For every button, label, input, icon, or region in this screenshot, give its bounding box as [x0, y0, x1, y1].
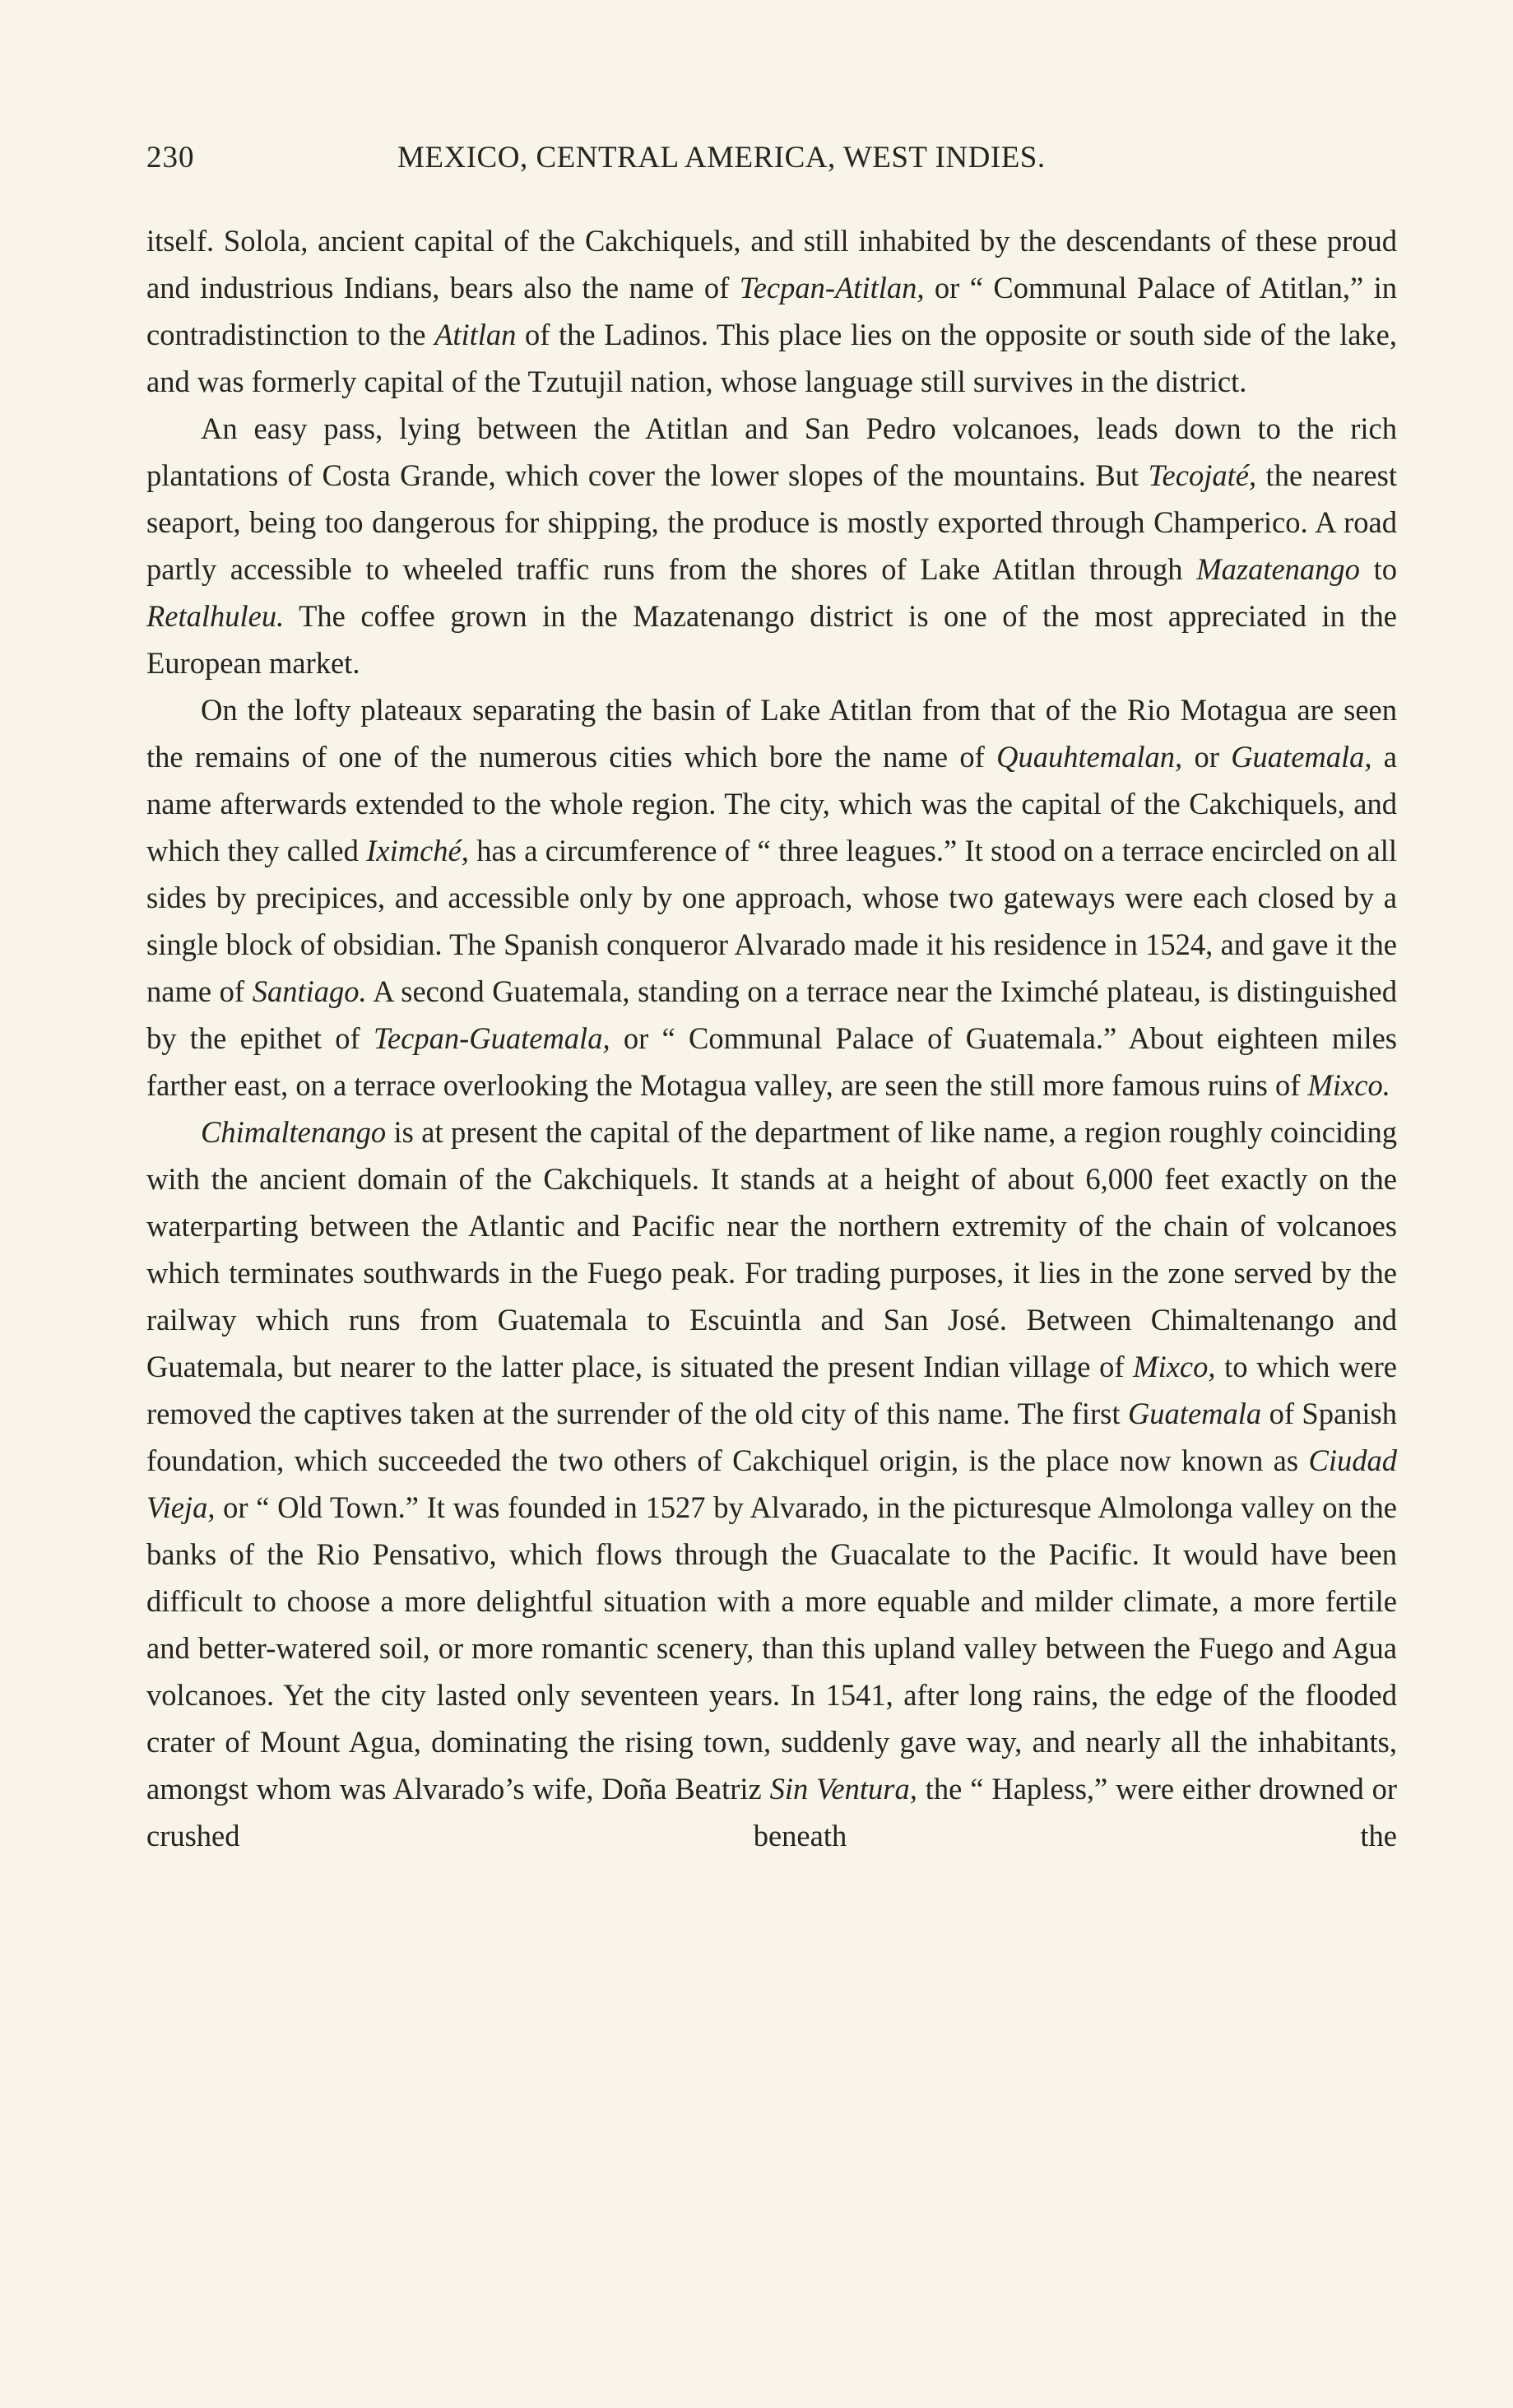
text-span: A second Guatemala, standing on a terrace near the Iximché plateau, is distinguished by the epithet of — [146, 974, 1398, 1055]
paragraph — [146, 405, 1397, 686]
italic-text: Mixco, — [1133, 1350, 1216, 1383]
italic-text: Atitlan — [434, 318, 517, 351]
text-span: has a circumference of “ three leagues.” It stood on a terrace encircled on all sides by precipices, and accessible only by one approach, whose two gateways were each closed by a single block of obsidian. The Spanish conqueror Alvarado made it his residence in 1524, and gave it the name of — [146, 834, 1397, 1008]
italic-text: Chimaltenango — [201, 1115, 387, 1149]
page-number: 230 — [146, 141, 195, 174]
text-span: or “ Old Town.” It was founded in 1527 by Alvarado, in the picturesque Almolonga valley on the banks of the Rio Pensativo, which flows through the Guacalate to the Pacific. It would have been difficult to choose a more delightful situation with a more equable and milder climate, a more fertile and better-watered soil, or more romantic scenery, than this upland valley between the Fuego and Agua volcanoes. Yet the city lasted only seventeen years. In 1541, after long rains, the edge of the flooded crater of Mount Agua, dominating the rising town, suddenly gave way, and nearly all the inhabitants, amongst whom was Alvarado’s wife, Doña Beatriz — [146, 1490, 1397, 1806]
text-span: or — [1182, 740, 1232, 774]
italic-text: Ciudad Vieja, — [146, 1443, 1397, 1524]
paragraph — [146, 217, 1397, 405]
text-span: or “ Communal Palace of Guatemala.” About eighteen miles farther east, on a terrace overlooking the Motagua valley, are seen the still more famous ruins of — [146, 1021, 1398, 1102]
italic-text: Guatemala, — [1231, 740, 1372, 774]
italic-text: Guatemala — [1127, 1397, 1262, 1430]
text-span: or “ Communal Palace of Atitlan,” in contradistinction to the — [146, 271, 1398, 351]
paragraph — [146, 1109, 1397, 1859]
italic-text: Iximché, — [366, 834, 469, 867]
text-span: a name afterwards extended to the whole region. The city, which was the capital of the Cakchiquels, and which they called — [146, 740, 1398, 867]
italic-text: Mixco. — [1307, 1068, 1390, 1102]
paragraph — [146, 686, 1397, 1109]
body-text — [146, 217, 1397, 1859]
italic-text: Mazatenango — [1196, 552, 1360, 586]
text-span: to — [1359, 552, 1397, 586]
italic-text: Tecpan-Guatemala, — [373, 1021, 610, 1055]
running-title: MEXICO, CENTRAL AMERICA, WEST INDIES. — [397, 141, 1046, 174]
text-span: to which were removed the captives taken at the surrender of the old city of this name. The first — [146, 1350, 1397, 1430]
italic-text: Retalhuleu. — [146, 599, 285, 633]
text-span: of Spanish foundation, which succeeded the two others of Cakchiquel origin, is the place now known as — [146, 1397, 1397, 1477]
italic-text: Tecpan-Atitlan, — [739, 271, 925, 304]
text-span: is at present the capital of the department of like name, a region roughly coinciding with the ancient domain of the Cakchiquels. It stands at a height of about 6,000 feet exactly on the waterparting between the Atlantic and Pacific near the northern extremity of the chain of volcanoes which terminates southwards in the Fuego peak. For trading purposes, it lies in the zone served by the railway which runs from Guatemala to Escuintla and San José. Between Chimaltenango and Guatemala, but nearer to the latter place, is situated the present Indian village of — [146, 1115, 1397, 1383]
running-head — [146, 140, 1397, 189]
text-span: An easy pass, lying between the Atitlan and San Pedro volcanoes, leads down to the rich plantations of Costa Grande, which cover the lower slopes of the mountains. But — [146, 411, 1397, 492]
italic-text: Quauhtemalan, — [996, 740, 1183, 774]
italic-text: Santiago. — [252, 974, 367, 1008]
book-page — [146, 140, 1397, 1859]
italic-text: Sin Ventura, — [769, 1772, 917, 1806]
text-span: On the lofty plateaux separating the basin of Lake Atitlan from that of the Rio Motagua are seen the remains of one of the numerous cities which bore the name of — [146, 693, 1397, 774]
text-span: The coffee grown in the Mazatenango district is one of the most appreciated in the European market. — [146, 599, 1397, 680]
text-span: of the Ladinos. This place lies on the opposite or south side of the lake, and was formerly capital of the Tzutujil nation, whose language still survives in the district. — [146, 318, 1397, 398]
italic-text: Tecojaté, — [1148, 458, 1257, 492]
text-span: the “ Hapless,” were either drowned or crushed beneath the — [146, 1772, 1398, 1852]
text-span: the nearest seaport, being too dangerous for shipping, the produce is mostly exported through Champerico. A road partly accessible to wheeled traffic runs from the shores of Lake Atitlan through — [146, 458, 1397, 586]
text-span: itself. Solola, ancient capital of the Cakchiquels, and still inhabited by the descendants of these proud and industrious Indians, bears also the name of — [146, 224, 1397, 304]
